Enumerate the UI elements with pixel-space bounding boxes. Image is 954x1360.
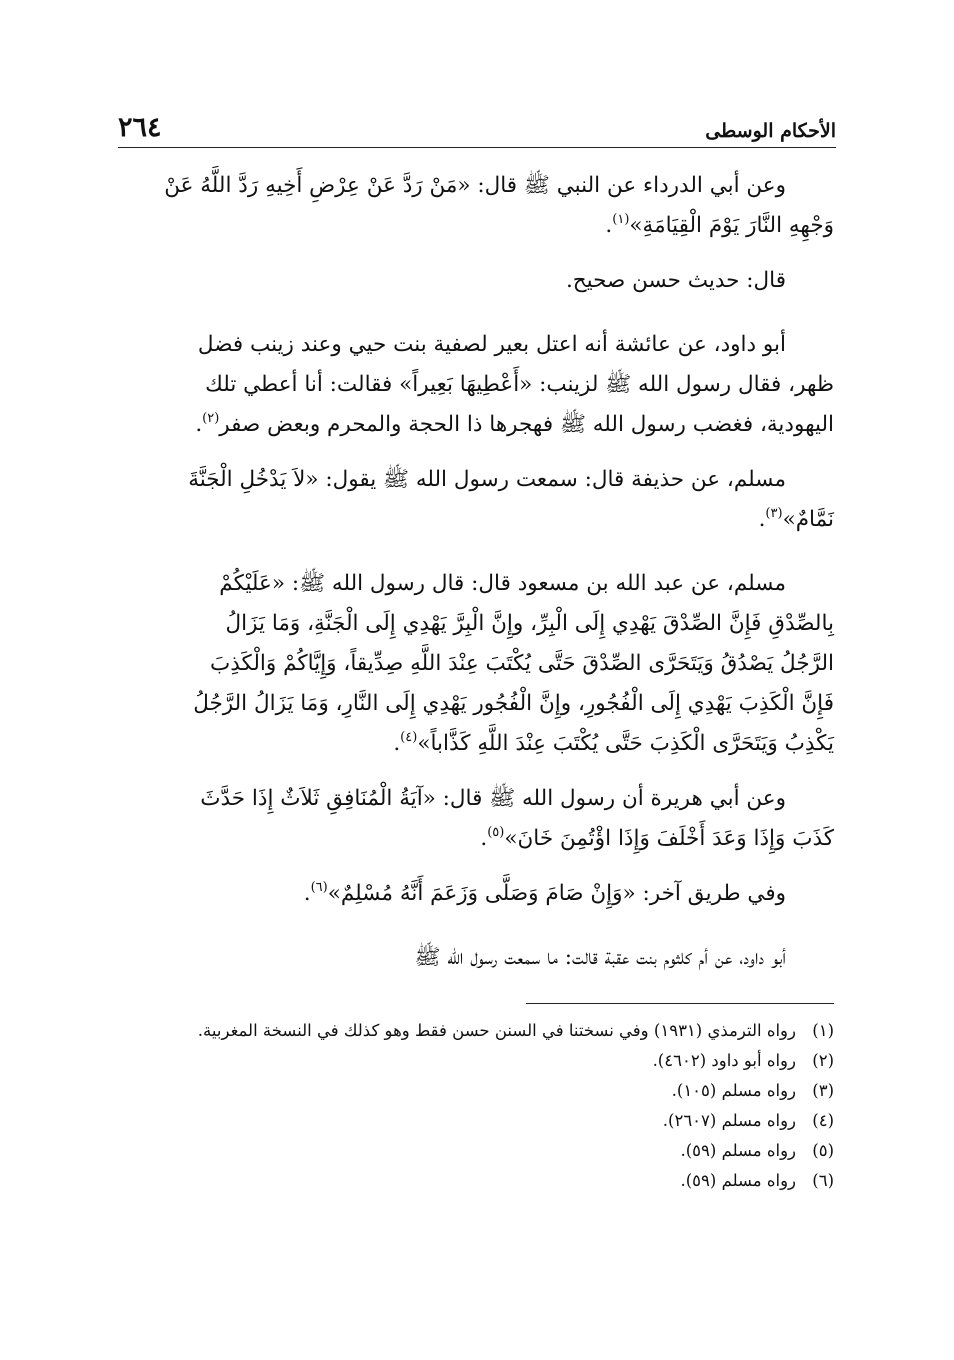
line-end: . <box>605 213 613 238</box>
text-line <box>112 819 834 859</box>
line-end: . <box>758 507 766 532</box>
text-line: بِالصِّدْقِ فَإِنَّ الصِّدْقَ يَهْدِي إِلَى الْبِرِّ، وإِنَّ الْبِرَّ يَهْدِي إِلَى الْجَنَّةِ، وَمَا يَزَالُ <box>225 611 834 636</box>
footnote-number: (١) <box>812 1021 834 1040</box>
text-line: قال: حديث حسن صحيح. <box>565 268 786 293</box>
footnote-item <box>112 1166 834 1196</box>
text-line: وعن أبي الدرداء عن النبي ﷺ قال: «مَنْ رَدَّ عَنْ عِرْضِ أَخِيهِ رَدَّ اللَّهُ عَنْ <box>164 173 786 198</box>
paragraph-abu-hurayra <box>112 779 834 859</box>
line-text: يَكْذِبُ وَيَتَحَرَّى الْكَذِبَ حَتَّى يُكْتَبَ عِنْدَ اللَّهِ كَذَّاباً» <box>417 731 834 756</box>
paragraph-other-route <box>112 874 834 914</box>
text-line: مسلم، عن عبد الله بن مسعود قال: قال رسول الله ﷺ: «عَلَيْكُمْ <box>219 571 786 596</box>
line-text: وَجْهِهِ النَّارَ يَوْمَ الْقِيَامَةِ» <box>629 213 834 238</box>
paragraph-grading <box>112 261 834 301</box>
footnote-item <box>112 1106 834 1136</box>
text-line <box>112 500 834 540</box>
paragraph-aisha <box>112 325 834 445</box>
book-title: الأحكام الوسطى <box>705 120 836 142</box>
line-end: . <box>393 731 401 756</box>
footnote-item <box>112 1016 834 1046</box>
line-end: . <box>195 412 203 437</box>
paragraph-hudhayfa <box>112 460 834 540</box>
page-number: ٢٦٤ <box>118 112 162 143</box>
text-line <box>112 206 834 246</box>
footnote-number: (٢) <box>812 1051 834 1070</box>
footnote-item <box>112 1136 834 1166</box>
footnote-number: (٥) <box>812 1141 834 1160</box>
text-line: أبو داود، عن عائشة أنه اعتل بعير لصفية بنت حيي وعند زينب فضل <box>197 332 786 357</box>
text-line: ظهر، فقال رسول الله ﷺ لزينب: «أَعْطِيهَا بَعِيراً» فقالت: أنا أعطي تلك <box>205 372 834 397</box>
footnote-ref: (٣) <box>765 506 783 521</box>
footnote-text: رواه مسلم (٥٩). <box>680 1141 796 1160</box>
footnote-text: رواه مسلم (٢٦٠٧). <box>662 1111 796 1130</box>
footnote-ref: (٤) <box>400 730 418 745</box>
line-text: كَذَبَ وَإِذَا وَعَدَ أَخْلَفَ وَإِذَا اؤْتُمِنَ خَانَ» <box>504 826 834 851</box>
main-text <box>112 166 834 996</box>
paragraph-ibn-masud <box>112 564 834 764</box>
text-line: أبو داود، عن أم كلثوم بنت عقبة قالت: ما سمعت رسول الله ﷺ <box>414 945 786 970</box>
paragraph-abu-darda <box>112 166 834 246</box>
footnote-item <box>112 1046 834 1076</box>
footnote-text: رواه أبو داود (٤٦٠٢). <box>652 1051 796 1070</box>
paragraph-umm-kulthum <box>112 938 834 978</box>
footnote-ref: (١) <box>612 212 630 227</box>
text-line: فَإِنَّ الْكَذِبَ يَهْدِي إِلَى الْفُجُورِ، وإِنَّ الْفُجُور يَهْدِي إِلَى النَّارِ، وَمَا يَزَالُ الرَّجُلُ <box>193 691 834 716</box>
line-text: اليهودية، فغضب رسول الله ﷺ فهجرها ذا الحجة والمحرم وبعض صفر <box>219 412 834 437</box>
text-line <box>112 874 834 914</box>
footnotes <box>112 1016 834 1196</box>
running-header <box>118 108 836 148</box>
footnote-separator <box>526 1003 834 1004</box>
text-line <box>112 724 834 764</box>
text-line <box>112 405 834 445</box>
footnote-number: (٤) <box>812 1111 834 1130</box>
line-text: نَمَّامٌ» <box>782 507 834 532</box>
footnote-text: رواه مسلم (٥٩). <box>680 1171 796 1190</box>
footnote-number: (٦) <box>812 1171 834 1190</box>
text-line: مسلم، عن حذيفة قال: سمعت رسول الله ﷺ يقول: «لاَ يَدْخُلِ الْجَنَّةَ <box>188 467 786 492</box>
line-end: . <box>480 826 488 851</box>
footnote-ref: (٦) <box>310 880 328 895</box>
footnote-text: رواه الترمذي (١٩٣١) وفي نسختنا في السنن حسن فقط وهو كذلك في النسخة المغربية. <box>197 1021 796 1040</box>
line-end: . <box>303 881 311 906</box>
line-text: وفي طريق آخر: «وَإِنْ صَامَ وَصَلَّى وَزَعَمَ أَنَّهُ مُسْلِمٌ» <box>327 881 786 906</box>
text-line: الرَّجُلُ يَصْدُقُ وَيَتَحَرَّى الصِّدْقَ حَتَّى يُكْتَبَ عِنْدَ اللَّهِ صِدِّيقاً، وَإِيَّاكُمْ وَالْكَذِبَ <box>209 651 834 676</box>
footnote-ref: (٢) <box>202 411 220 426</box>
footnote-ref: (٥) <box>487 825 505 840</box>
text-line: وعن أبي هريرة أن رسول الله ﷺ قال: «آيَةُ الْمُنَافِقِ ثَلاَثٌ إِذَا حَدَّثَ <box>200 786 786 811</box>
footnote-text: رواه مسلم (١٠٥). <box>671 1081 796 1100</box>
footnote-item <box>112 1076 834 1106</box>
footnote-number: (٣) <box>812 1081 834 1100</box>
